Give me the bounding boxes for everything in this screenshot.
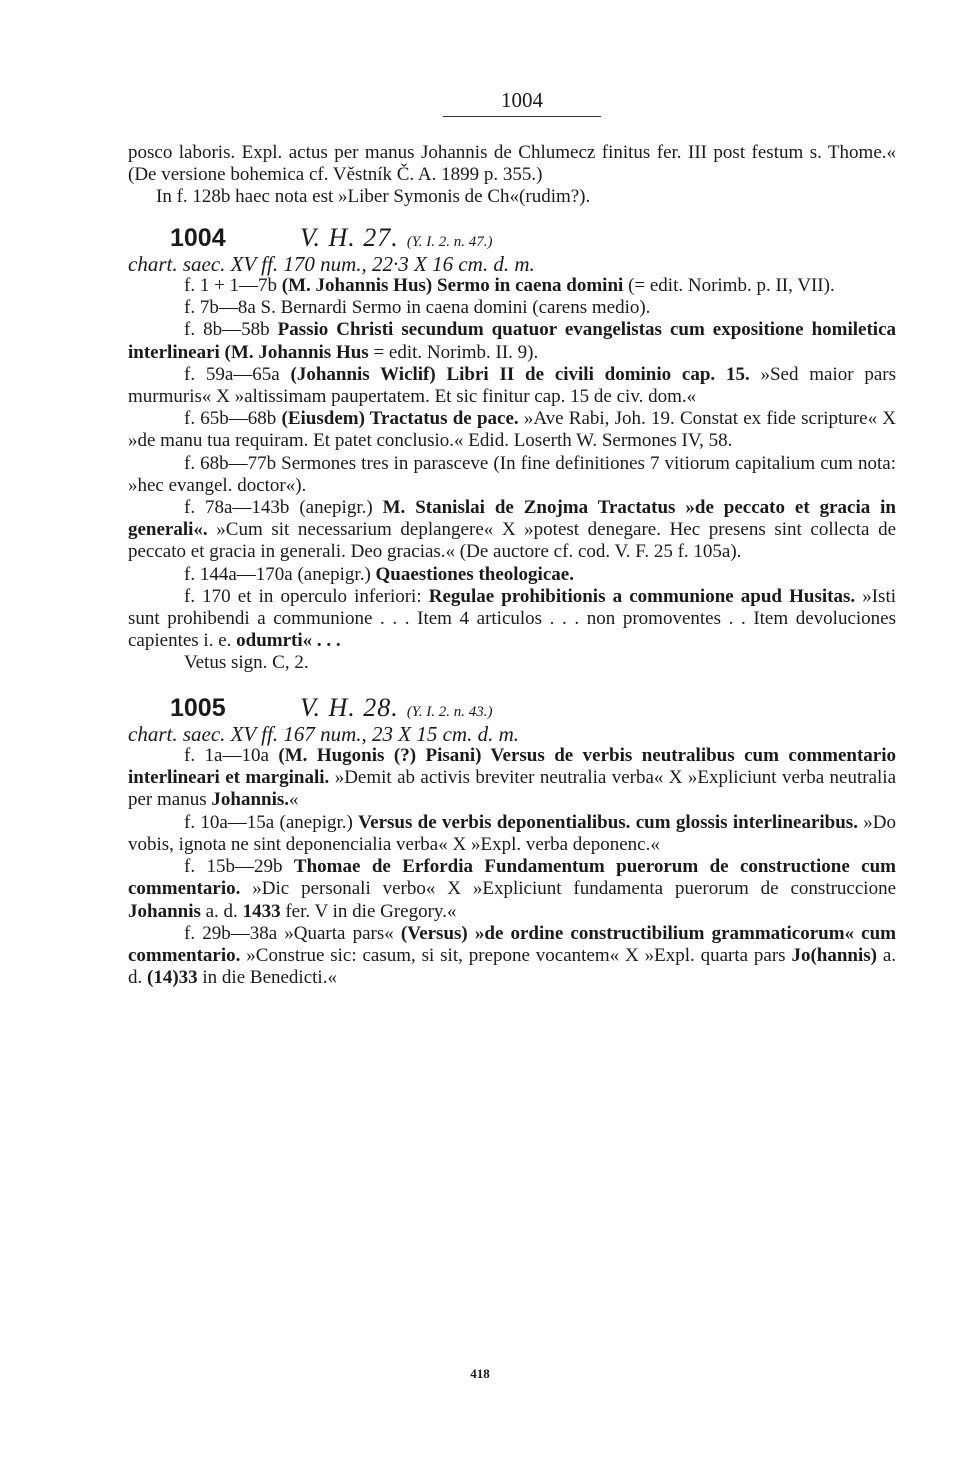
- date-prefix: a. d.: [205, 900, 238, 922]
- catalogue-text: [128, 142, 896, 989]
- folio-range: f. 1 + 1—7b: [184, 275, 278, 297]
- folio-range: f. 65b—68b: [184, 408, 277, 430]
- codex-description: chart. saec. XV ff. 167 num., 23 X 15 cm. d. m.: [128, 721, 519, 746]
- item-1005-1: [128, 745, 896, 812]
- folio-range: f. 15b—29b: [184, 856, 283, 878]
- scribe-name: Jo(hannis): [791, 944, 877, 966]
- scribe-name: Johannis.: [211, 789, 289, 811]
- item-1004-1: [128, 275, 896, 297]
- item-1004-2: f. 7b—8a S. Bernardi Sermo in caena domini (carens medio).: [184, 297, 651, 319]
- item-1005-2: [128, 812, 896, 856]
- item-1004-7: [128, 497, 896, 564]
- running-head: 1004: [443, 88, 601, 117]
- item-text: »Isti sunt prohibendi a communione . . . Item 4 articulos . . . non promoventes . . Item devoluciones capientes i. e.: [128, 585, 896, 652]
- scribe-name: Johannis: [128, 900, 201, 922]
- folio-range: f. 59a—65a: [184, 363, 280, 385]
- folio-range: f. 170 et in operculo inferiori:: [184, 585, 422, 607]
- old-shelfmark: (Y. I. 2. n. 43.): [406, 703, 493, 720]
- folio-range: f. 10a—15a (anepigr.): [184, 811, 353, 833]
- vetus-signature: Vetus sign. C, 2.: [184, 652, 309, 674]
- item-title: M. Stanislai de Znojma Tractatus »de peccato et gracia in generali«.: [128, 497, 896, 541]
- item-1004-3: [128, 319, 896, 363]
- intro-paragraph: posco laboris. Expl. actus per manus Johannis de Chlumecz finitus fer. III post festum s. Thome.« (De versione bohemica cf. Věstník Č. A. 1899 p. 355.): [128, 142, 896, 186]
- date-prefix: a. d.: [128, 944, 897, 989]
- item-title: Regulae prohibitionis a communione apud Husitas.: [428, 585, 856, 607]
- item-text-end: fer. V in die Gregory.«: [285, 900, 457, 922]
- item-text-end: in die Benedicti.«: [202, 967, 337, 989]
- page-number: 418: [470, 1366, 490, 1381]
- shelfmark: V. H. 28.: [300, 692, 399, 722]
- item-text: (= edit. Norimb. p. II, VII).: [628, 275, 835, 297]
- item-1004-6: f. 68b—77b Sermones tres in parasceve (In fine definitiones 7 vitiorum capitalium cum nota: »hec evangel. doctor«).: [128, 452, 896, 496]
- item-text: »Do vobis, ignota ne sint deponencialia verba« X »Expl. verba deponenc.«: [128, 811, 896, 855]
- item-text-end: «: [289, 789, 299, 811]
- folio-range: f. 144a—170a (anepigr.): [184, 563, 371, 585]
- item-title: Passio Christi secundum quatuor evangelistas cum expositione homiletica interlineari (M. Johannis Hus: [128, 319, 896, 363]
- item-title: Versus de verbis deponentialibus. cum glossis interlinearibus.: [358, 811, 858, 833]
- date-year: (14)33: [147, 967, 198, 989]
- item-text: = edit. Norimb. II. 9).: [373, 341, 539, 363]
- item-1004-8: [128, 564, 896, 586]
- item-title: (M. Hugonis (?) Pisani) Versus de verbis neutralibus cum commentario interlineari et marginali.: [128, 745, 897, 789]
- folio-range: f. 1a—10a: [184, 745, 269, 767]
- old-shelfmark: (Y. I. 2. n. 47.): [406, 233, 493, 250]
- date-year: 1433: [242, 900, 281, 922]
- entry-1005-heading: [128, 692, 896, 723]
- entry-number: 1004: [170, 223, 226, 252]
- item-1004-9: [128, 586, 896, 653]
- entry-number: 1005: [170, 693, 226, 722]
- item-text: »Cum sit necessarium deplangere« X »potest denegare. Hec presens sint collecta de peccato et gracia in generali. Deo gracias.« (De auctore cf. cod. V. F. 25 f. 105a).: [128, 519, 896, 563]
- shelfmark: V. H. 27.: [300, 222, 399, 252]
- item-1004-4: [128, 364, 896, 408]
- item-title: (Eiusdem) Tractatus de pace.: [281, 408, 519, 430]
- folio-range: f. 78a—143b (anepigr.): [184, 497, 373, 519]
- item-title: Thomae de Erfordia Fundamentum puerorum de constructione cum commentario.: [128, 856, 897, 900]
- codex-description: chart. saec. XV ff. 170 num., 22·3 X 16 cm. d. m.: [128, 251, 535, 276]
- item-text: »Dic personali verbo« X »Expliciunt fundamenta puerorum de construccione: [252, 878, 897, 900]
- item-text: »Construe sic: casum, si sit, prepone vocantem« X »Expl. quarta pars: [246, 944, 786, 966]
- item-title: (M. Johannis Hus) Sermo in caena domini: [281, 275, 624, 297]
- item-title: Quaestiones theologicae.: [375, 563, 574, 585]
- item-1004-5: [128, 408, 896, 452]
- item-text: »Ave Rabi, Joh. 19. Constat ex fide scripture« X »de manu tua requiram. Et patet conclusio.« Edid. Loserth W. Sermones IV, 58.: [128, 408, 897, 452]
- entry-1004-heading: [128, 222, 896, 253]
- item-text: »Sed maior pars murmuris« X »altissimam paupertatem. Et sic finitur cap. 15 de civ. dom.«: [128, 363, 896, 408]
- folio-range: f. 8b—58b: [184, 319, 270, 341]
- folio-range: f. 29b—38a »Quarta pars«: [184, 922, 394, 944]
- item-1005-4: [128, 923, 896, 990]
- item-title: (Versus) »de ordine constructibilium grammaticorum« cum commentario.: [128, 922, 897, 966]
- item-text: »Demit ab activis breviter neutralia verba« X »Expliciunt verba neutralia per manus: [128, 767, 897, 811]
- item-title-2: odumrti« . . .: [236, 630, 341, 652]
- item-title: (Johannis Wiclif) Libri II de civili dominio cap. 15.: [290, 363, 750, 385]
- item-1005-3: [128, 856, 896, 923]
- intro-note: In f. 128b haec nota est »Liber Symonis de Ch«(rudim?).: [156, 186, 591, 208]
